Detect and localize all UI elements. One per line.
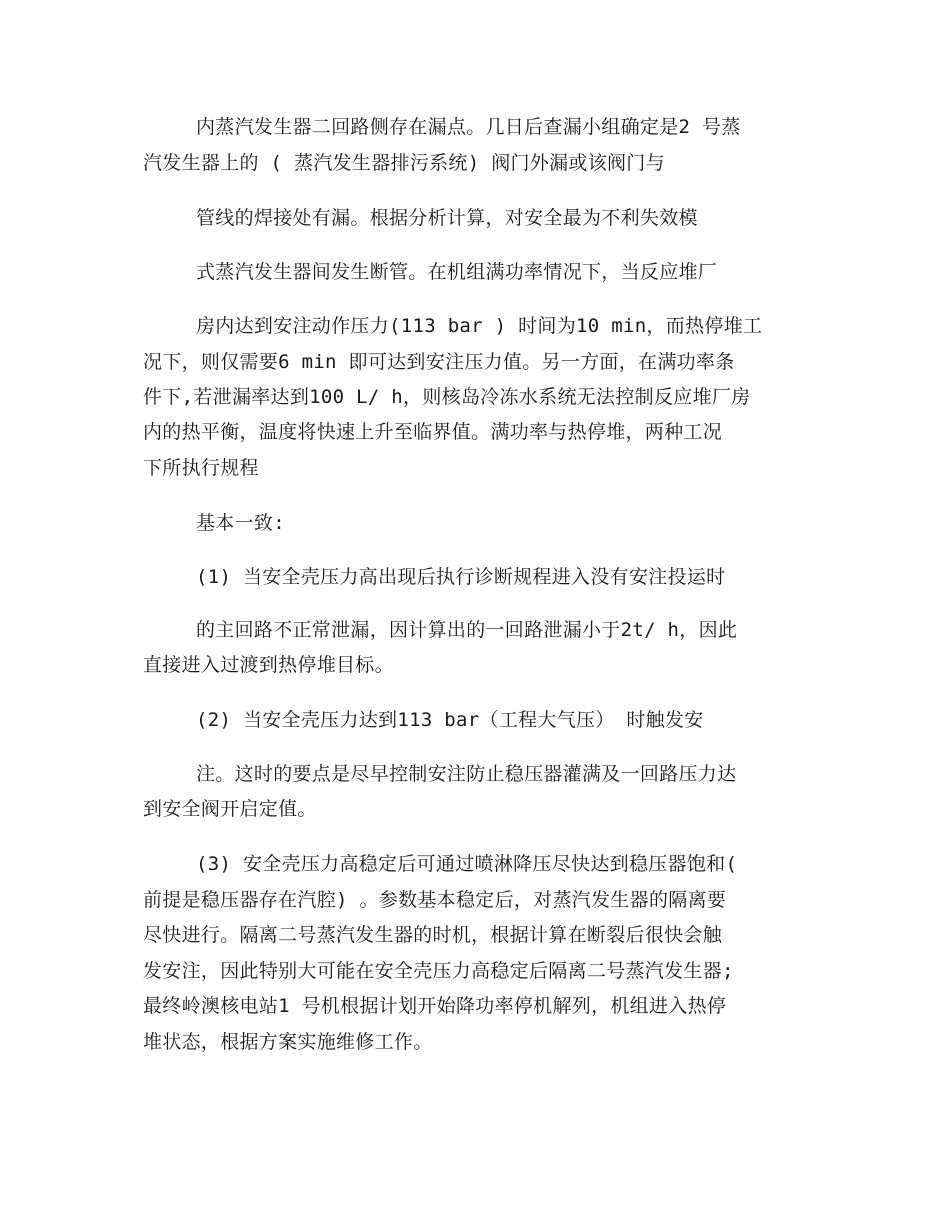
text-line-16: 到安全阀开启定值。 xyxy=(143,798,317,820)
text-line-19: 尽快进行。隔离二号蒸汽发生器的时机，根据计算在断裂后很快会触 xyxy=(143,924,723,946)
text-line-9: 下所执行规程 xyxy=(143,457,259,479)
text-line-17: (3) 安全壳压力高稳定后可通过喷淋降压尽快达到稳压器饱和( xyxy=(196,853,738,875)
text-line-5: 房内达到安注动作压力(113 bar ) 时间为10 min，而热停堆工 xyxy=(196,315,763,337)
text-line-2: 汽发生器上的 ( 蒸汽发生器排污系统) 阀门外漏或该阀门与 xyxy=(143,152,665,174)
text-line-20: 发安注，因此特别大可能在安全壳压力高稳定后隔离二号蒸汽发生器; xyxy=(143,960,734,982)
text-line-12: 的主回路不正常泄漏，因计算出的一回路泄漏小于2t/ h，因此 xyxy=(196,619,738,641)
text-line-18: 前提是稳压器存在汽腔) 。参数基本稳定后，对蒸汽发生器的隔离要 xyxy=(143,889,727,911)
text-line-22: 堆状态，根据方案实施维修工作。 xyxy=(143,1031,433,1053)
text-line-11: (1) 当安全壳压力高出现后执行诊断规程进入没有安注投运时 xyxy=(196,566,726,588)
text-line-14: (2) 当安全壳压力达到113 bar（工程大气压） 时触发安 xyxy=(196,709,704,731)
text-line-13: 直接进入过渡到热停堆目标。 xyxy=(143,654,394,676)
text-line-3: 管线的焊接处有漏。根据分析计算，对安全最为不利失效模 xyxy=(196,207,698,229)
text-line-7: 件下,若泄漏率达到100 L/ h，则核岛冷冻水系统无法控制反应堆厂房 xyxy=(143,386,751,408)
text-line-10: 基本一致: xyxy=(196,512,285,534)
text-line-6: 况下，则仅需要6 min 即可达到安注压力值。另一方面，在满功率条 xyxy=(143,351,735,373)
text-line-21: 最终岭澳核电站1 号机根据计划开始降功率停机解列，机组进入热停 xyxy=(143,995,727,1017)
text-line-15: 注。这时的要点是尽早控制安注防止稳压器灌满及一回路压力达 xyxy=(196,763,737,785)
text-line-1: 内蒸汽发生器二回路侧存在漏点。几日后查漏小组确定是2 号蒸 xyxy=(196,116,741,138)
text-line-4: 式蒸汽发生器间发生断管。在机组满功率情况下，当反应堆厂 xyxy=(196,261,718,283)
text-line-8: 内的热平衡，温度将快速上升至临界值。满功率与热停堆，两种工况 xyxy=(143,421,723,443)
